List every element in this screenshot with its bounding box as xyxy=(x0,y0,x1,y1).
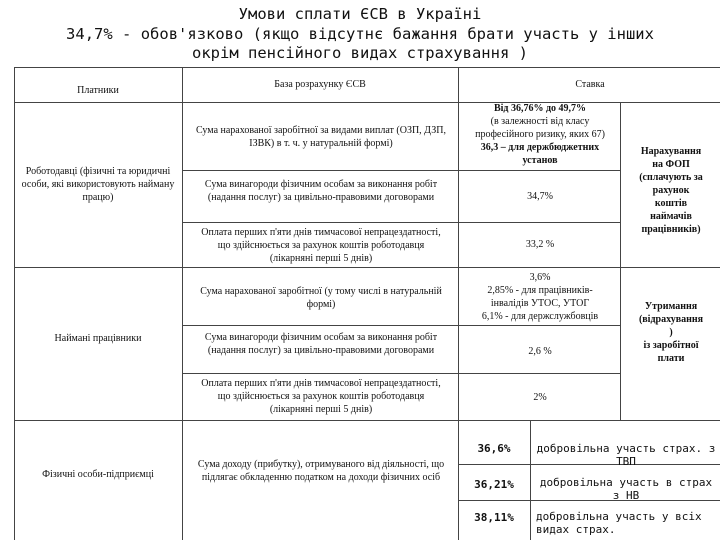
header-base: База розрахунку ЄСВ xyxy=(274,79,366,90)
note-line: (сплачують за xyxy=(639,172,703,183)
note-line: рахунок xyxy=(652,185,690,196)
note-line: коштів xyxy=(654,198,688,209)
row-divider-w1 xyxy=(182,325,620,326)
note-line: працівників) xyxy=(641,224,701,235)
payer-employees: Наймані працівники xyxy=(54,333,142,344)
note-line: із заробітної xyxy=(643,340,699,351)
employee-base-3: Оплата перших п'яти днів тимчасової непрацездатності, що здійснюється за рахунок коштів роботодавця (лікарняні перші 5 днів) xyxy=(201,378,441,415)
rate-line: 36,3 – для держбюджетних xyxy=(480,142,600,153)
rate-line: 3,6% xyxy=(529,272,551,283)
rate-line: 2,85% - для працівників- xyxy=(487,285,593,296)
option-rate-1: 36,6% xyxy=(477,442,511,455)
employee-rate-3: 2% xyxy=(533,392,547,403)
title-line-2: 34,7% - обов'язково (якщо відсутнє бажання брати участь у інших xyxy=(66,25,654,43)
payers-header-divider xyxy=(14,102,182,103)
note-line: Утримання xyxy=(644,301,698,312)
row-divider-w2 xyxy=(182,373,620,374)
entrepreneur-base: Сума доходу (прибутку), отримуваного від діяльності, що підлягає обкладенню податком на доходи фізичних осіб xyxy=(197,459,445,483)
note-line: плати xyxy=(657,353,685,364)
options-border xyxy=(458,420,720,421)
employer-base-1: Сума нарахованої заробітної за видами виплат (ОЗП, ДЗП, ІЗВК) в т. ч. у натуральній формі) xyxy=(196,125,446,149)
option-rate-2: 36,21% xyxy=(474,478,514,491)
payer-entrepreneurs: Фізичні особи-підприємці xyxy=(42,469,154,480)
title-line-3: окрім пенсійного видах страхування ) xyxy=(192,44,528,62)
option-desc-3: добровільна участь у всіх видах страх. xyxy=(536,510,702,536)
employer-rate-1 xyxy=(462,102,618,167)
table-top-border xyxy=(14,67,720,68)
rate-line: 6,1% - для держслужбовців xyxy=(481,311,599,322)
option-desc-1: добровільна участь страх. з ТВП xyxy=(536,442,716,468)
voluntary-options-table xyxy=(458,420,720,540)
option-desc-2: добровільна участь в страх з НВ xyxy=(539,476,713,502)
column-divider-1 xyxy=(182,67,183,540)
employee-side-note xyxy=(622,300,720,365)
rate-line: професійного ризику, яких 67) xyxy=(475,129,605,140)
option-rate-3: 38,11% xyxy=(474,511,514,524)
row-divider-e1 xyxy=(182,170,620,171)
table-left-border xyxy=(14,67,15,540)
payer-employers: Роботодавці (фізичні та юридичні особи, які використовують найману працю) xyxy=(21,166,175,203)
note-line: ) xyxy=(669,327,673,338)
note-line: наймачів xyxy=(650,211,692,222)
row-divider-e2 xyxy=(182,222,620,223)
title-line-1: Умови сплати ЄСВ в Україні xyxy=(238,5,482,23)
employer-base-2: Сума винагороди фізичним особам за виконання робіт (надання послуг) за цивільно-правовими договорами xyxy=(204,179,438,203)
rate-line: установ xyxy=(522,155,558,166)
header-payers: Платники xyxy=(77,85,119,96)
employee-rate-1 xyxy=(462,271,618,323)
rate-line: інвалідів УТОС, УТОГ xyxy=(490,298,590,309)
note-line: (відрахування xyxy=(638,314,704,325)
section-divider-1 xyxy=(14,267,720,268)
rate-line: (в залежності від класу xyxy=(490,116,590,127)
employee-rate-2: 2,6 % xyxy=(528,346,552,357)
employer-rate-2: 34,7% xyxy=(527,191,553,202)
employee-base-1: Сума нарахованої заробітної (у тому числі в натуральній формі) xyxy=(200,286,442,310)
note-line: Нарахування xyxy=(640,146,702,157)
options-divider xyxy=(530,420,531,540)
employer-side-note xyxy=(622,145,720,236)
note-line: на ФОП xyxy=(652,159,690,170)
employee-base-2: Сума винагороди фізичним особам за виконання робіт (надання послуг) за цивільно-правовими договорами xyxy=(204,332,438,356)
rate-line: Від 36,76% до 49,7% xyxy=(493,103,587,114)
employer-base-3: Оплата перших п'яти днів тимчасової непрацездатності, що здійснюється за рахунок коштів роботодавця (лікарняні перші 5 днів) xyxy=(201,227,441,264)
column-divider-3 xyxy=(620,102,621,420)
header-rate: Ставка xyxy=(575,79,605,90)
employer-rate-3: 33,2 % xyxy=(525,239,555,250)
header-divider xyxy=(182,102,720,103)
